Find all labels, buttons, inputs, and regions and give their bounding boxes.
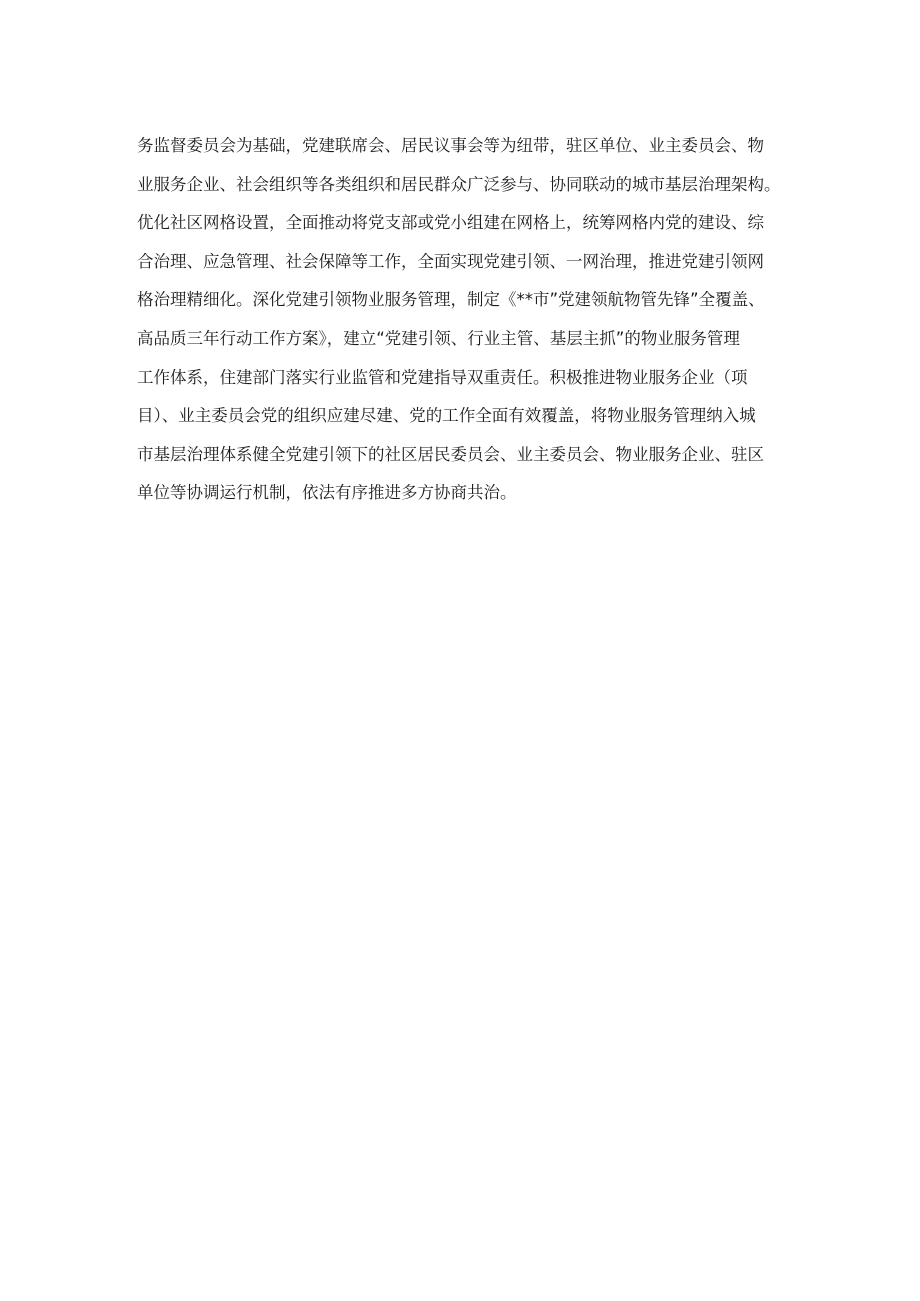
paragraph-line-7: 工作体系，住建部门落实行业监管和党建指导双重责任。积极推进物业服务企业（项: [137, 367, 748, 387]
paragraph-line-10: 单位等协调运行机制，依法有序推进多方协商共治。: [137, 483, 517, 503]
paragraph-line-6: 高品质三年行动工作方案》，建立“党建引领、行业主管、基层主抓”的物业服务管理: [137, 328, 740, 348]
paragraph-line-4: 合治理、应急管理、社会保障等工作，全面实现党建引领、一网治理，推进党建引领网: [137, 251, 764, 271]
paragraph-line-3: 优化社区网格设置，全面推动将党支部或党小组建在网格上，统筹网格内党的建设、综: [137, 213, 764, 233]
paragraph-line-8: 目）、业主委员会党的组织应建尽建、党的工作全面有效覆盖，将物业服务管理纳入城: [137, 406, 756, 426]
paragraph-line-9: 市基层治理体系健全党建引领下的社区居民委员会、业主委员会、物业服务企业、驻区: [137, 444, 764, 464]
paragraph-line-2: 业服务企业、社会组织等各类组织和居民群众广泛参与、协同联动的城市基层治理架构。: [137, 174, 781, 194]
paragraph-line-1: 务监督委员会为基础，党建联席会、居民议事会等为纽带，驻区单位、业主委员会、物: [137, 136, 764, 155]
paragraph-line-5: 格治理精细化。深化党建引领物业服务管理，制定《**市”党建领航物管先锋”全覆盖、: [137, 290, 765, 310]
body-paragraph: [137, 127, 797, 513]
